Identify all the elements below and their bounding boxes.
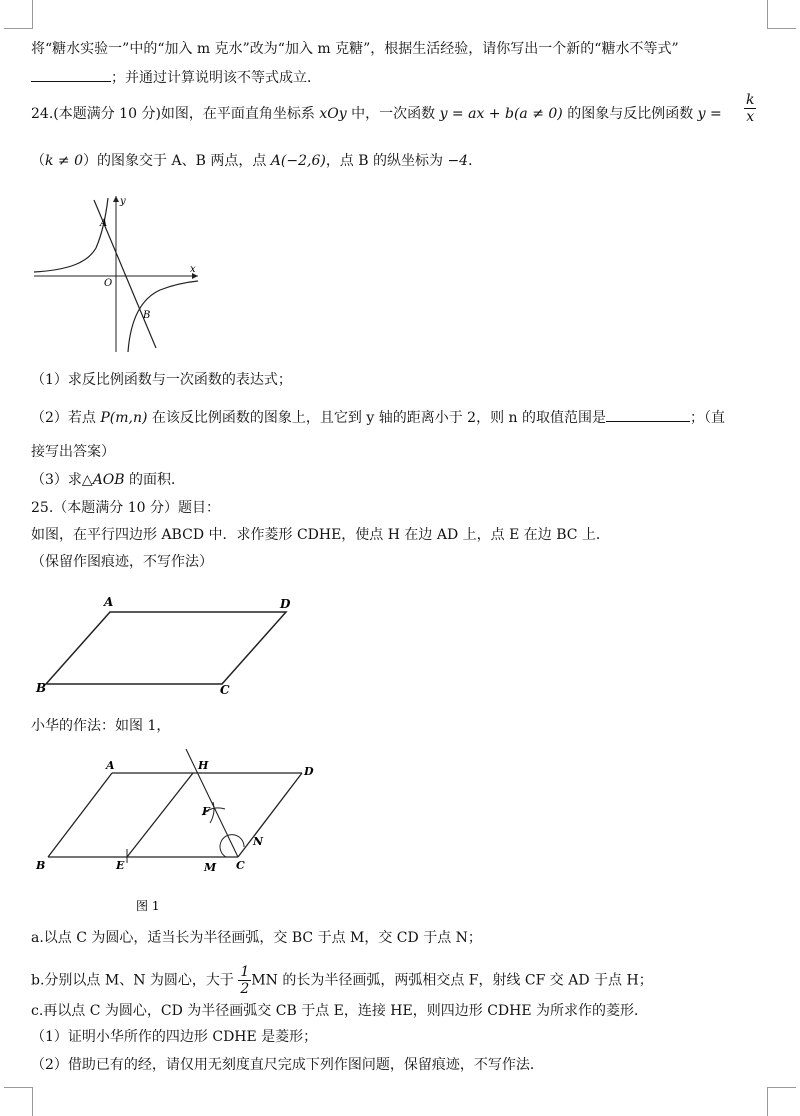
graph-label-y: y [120, 196, 126, 207]
q24-part3: （3）求△AOB 的面积． [31, 472, 186, 488]
q24-part2: （2）若点 P(m,n) 在该反比例函数的图象上，且它到 y 轴的距离小于 2，则 n 的取值范围是 ；（直 [31, 407, 725, 428]
fig1-label-n: N [253, 835, 264, 848]
answer-blank-n-range [606, 407, 690, 422]
crop-mark-top-right [767, 0, 796, 29]
q25-step-a: a.以点 C 为圆心，适当长为半径画弧，交 BC 于点 M，交 CD 于点 N； [31, 930, 482, 946]
q25-construction-figure [30, 745, 330, 920]
graph-label-b: B [143, 310, 151, 321]
fig-label-d: D [280, 597, 291, 611]
crop-mark-bottom-left [4, 1087, 33, 1116]
q23-line2: ；并通过计算说明该不等式成立． [31, 67, 321, 88]
q25-method-intro: 小华的作法：如图 1， [31, 718, 171, 734]
crop-mark-bottom-right [767, 1087, 796, 1116]
fig-label-c: C [220, 683, 230, 697]
graph-label-a: A [100, 218, 108, 229]
q25-sub1: （1）证明小华所作的四边形 CDHE 是菱形； [31, 1029, 318, 1045]
graph-label-o: O [104, 278, 113, 289]
q25-step-c: c.再以点 C 为圆心，CD 为半径画弧交 CB 于点 E，连接 HE，则四边形 CDHE 为所求作的菱形． [31, 1003, 649, 1019]
q25-sub2: （2）借助已有的经，请仅用无刻度直尺完成下列作图问题，保留痕迹，不写作法． [31, 1057, 544, 1073]
q23-line1: 将“糖水实验一”中的“加入 m 克水”改为“加入 m 克糖”，根据生活经验，请你写出一个新的“糖水不等式” [31, 41, 679, 57]
q24-part1: （1）求反比例函数与一次函数的表达式； [31, 372, 292, 388]
fig-label-a: A [104, 595, 114, 609]
fig1-label-m: M [204, 861, 217, 874]
q24-line2: （k ≠ 0）的图象交于 A、B 两点，点 A(−2,6)，点 B 的纵坐标为 −4． [31, 153, 483, 169]
q24-coordinate-graph [30, 190, 210, 360]
q25-parallelogram-figure [30, 592, 310, 702]
q25-header: 25.（本题满分 10 分）题目： [31, 500, 220, 516]
fraction-one-half: $\frac{1}{2}$ [240, 964, 250, 997]
fig1-label-f: F [202, 805, 210, 818]
fig1-label-a: A [106, 759, 115, 772]
q24-fraction-k-over-x: $\frac{k}{x}$ [746, 92, 755, 125]
q25-statement: 如图，在平行四边形 ABCD 中．求作菱形 CDHE，使点 H 在边 AD 上，点 E 在边 BC 上． [31, 527, 610, 543]
q24-part2-cont: 接写出答案） [31, 444, 115, 460]
fig1-label-h: H [198, 759, 209, 772]
q25-step-b: b.分别以点 M、N 为圆心，大于 $\frac{1}{2}$ MN 的长为半径画弧，两弧相交点 F，射线 CF 交 AD 于点 H； [31, 964, 653, 997]
fig1-label-d: D [304, 765, 314, 778]
fig-label-b: B [36, 681, 47, 695]
answer-blank [31, 67, 111, 82]
graph-label-x: x [190, 264, 196, 275]
fig1-label-b: B [36, 859, 46, 872]
fig1-caption: 图 1 [136, 899, 160, 913]
crop-mark-top-left [4, 0, 33, 29]
fig1-label-c: C [236, 859, 245, 872]
q24-header: 24.(本题满分 10 分)如图，在平面直角坐标系 xOy 中，一次函数 y = ax + b(a ≠ 0) 的图象与反比例函数 y = [31, 106, 722, 122]
fig1-label-e: E [116, 859, 125, 872]
q25-note: （保留作图痕迹，不写作法） [31, 554, 213, 570]
